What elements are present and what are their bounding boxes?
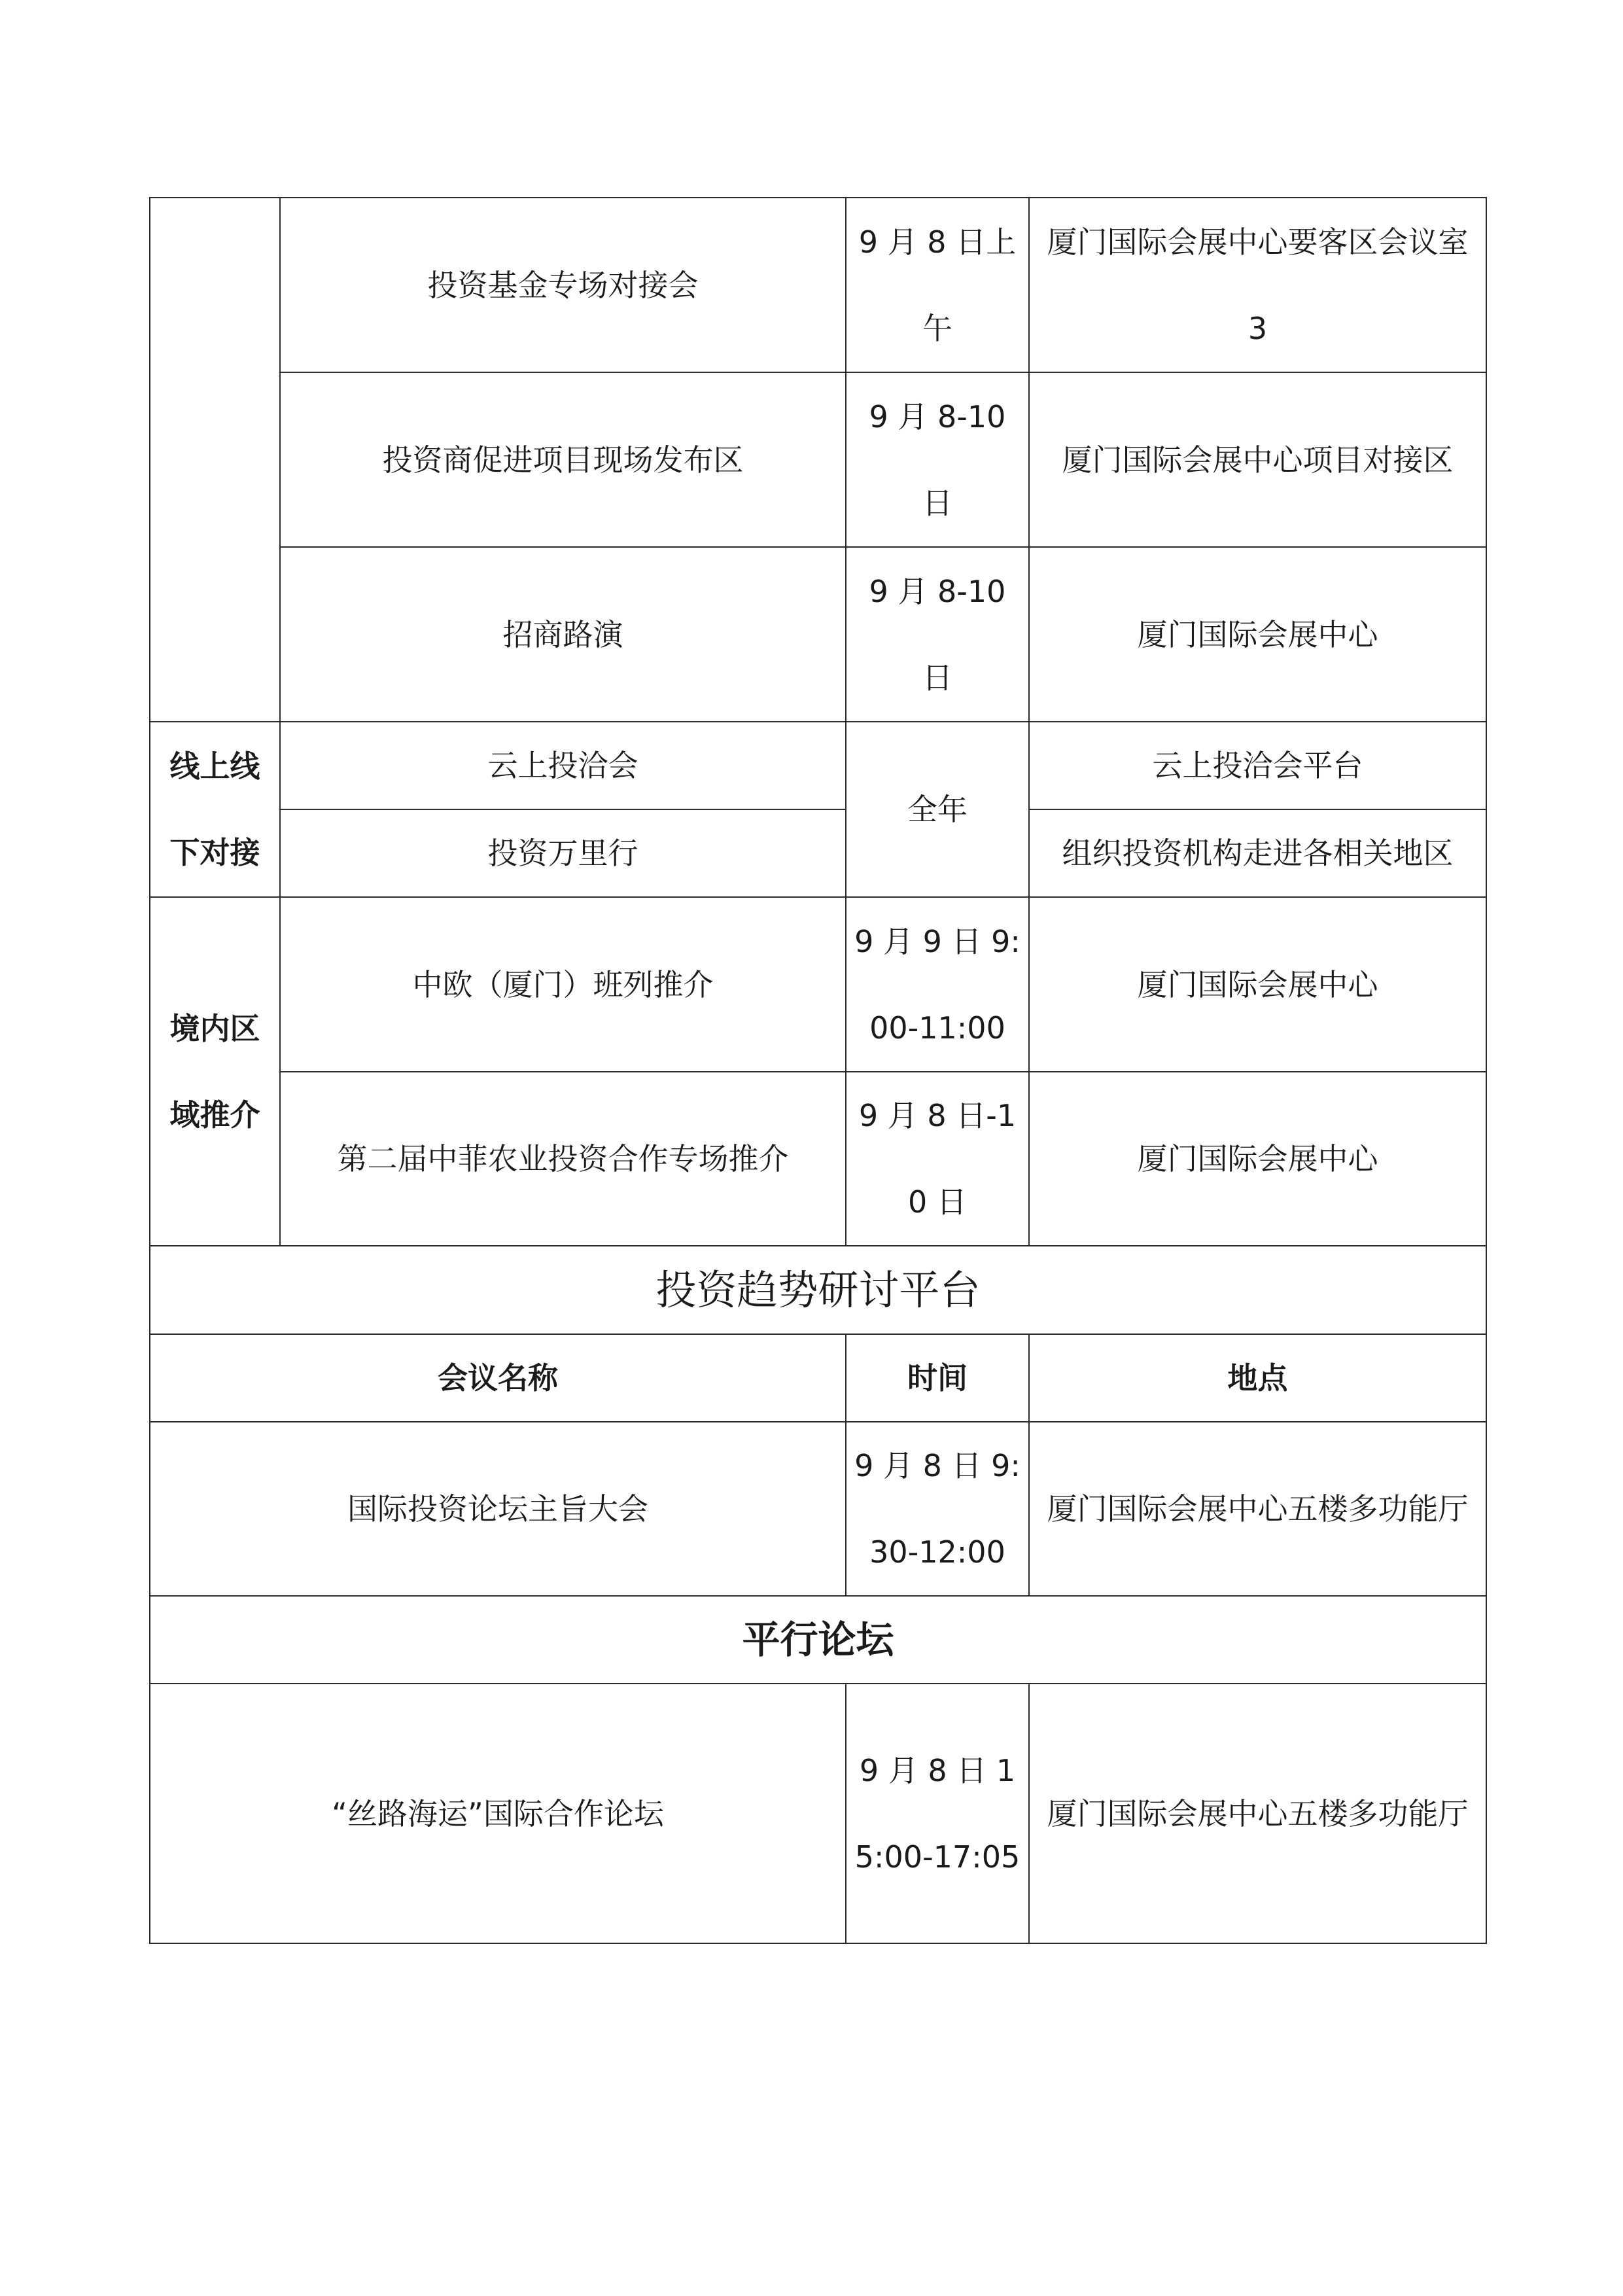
table-row (150, 547, 1486, 722)
meeting-name-cell: 国际投资论坛主旨大会 (150, 1422, 846, 1596)
table-row (150, 372, 1486, 547)
table-row (150, 809, 1486, 897)
category-cell-online-offline: 线上线下对接 (150, 722, 280, 897)
time-cell: 9 月 8-10 日 (846, 547, 1029, 722)
time-cell: 9 月 8 日 9:30-12:00 (846, 1422, 1029, 1596)
table-row (150, 722, 1486, 809)
place-cell: 厦门国际会展中心 (1029, 1072, 1486, 1246)
time-cell: 全年 (846, 722, 1029, 897)
time-cell: 9 月 8 日上午 (846, 198, 1029, 372)
meeting-name-cell: 投资万里行 (280, 809, 846, 897)
header-meeting-name: 会议名称 (150, 1334, 846, 1422)
meeting-name-cell: 中欧（厦门）班列推介 (280, 897, 846, 1072)
table-row (150, 1684, 1486, 1943)
category-cell-domestic: 境内区域推介 (150, 897, 280, 1246)
time-cell: 9 月 8 日 15:00-17:05 (846, 1684, 1029, 1943)
meeting-name-cell: 投资商促进项目现场发布区 (280, 372, 846, 547)
place-cell: 组织投资机构走进各相关地区 (1029, 809, 1486, 897)
place-cell: 厦门国际会展中心要客区会议室 3 (1029, 198, 1486, 372)
place-cell: 厦门国际会展中心五楼多功能厅 (1029, 1422, 1486, 1596)
table-row (150, 1072, 1486, 1246)
table-row (150, 897, 1486, 1072)
time-cell: 9 月 9 日 9:00-11:00 (846, 897, 1029, 1072)
header-place: 地点 (1029, 1334, 1486, 1422)
section-title-row (150, 1246, 1486, 1334)
place-cell: 云上投洽会平台 (1029, 722, 1486, 809)
meeting-name-cell: “丝路海运”国际合作论坛 (150, 1684, 846, 1943)
table-row (150, 1422, 1486, 1596)
category-cell-blank (150, 198, 280, 722)
place-cell: 厦门国际会展中心五楼多功能厅 (1029, 1684, 1486, 1943)
header-row (150, 1334, 1486, 1422)
time-cell: 9 月 8-10 日 (846, 372, 1029, 547)
meeting-name-cell: 招商路演 (280, 547, 846, 722)
table-row (150, 198, 1486, 372)
section-title-parallel: 平行论坛 (150, 1596, 1486, 1684)
section-title-row (150, 1596, 1486, 1684)
place-cell: 厦门国际会展中心项目对接区 (1029, 372, 1486, 547)
meeting-name-cell: 第二届中菲农业投资合作专场推介 (280, 1072, 846, 1246)
place-cell: 厦门国际会展中心 (1029, 897, 1486, 1072)
meeting-name-cell: 云上投洽会 (280, 722, 846, 809)
time-cell: 9 月 8 日-10 日 (846, 1072, 1029, 1246)
schedule-table (149, 197, 1487, 1944)
header-time: 时间 (846, 1334, 1029, 1422)
section-title-trend: 投资趋势研讨平台 (150, 1246, 1486, 1334)
meeting-name-cell: 投资基金专场对接会 (280, 198, 846, 372)
place-cell: 厦门国际会展中心 (1029, 547, 1486, 722)
